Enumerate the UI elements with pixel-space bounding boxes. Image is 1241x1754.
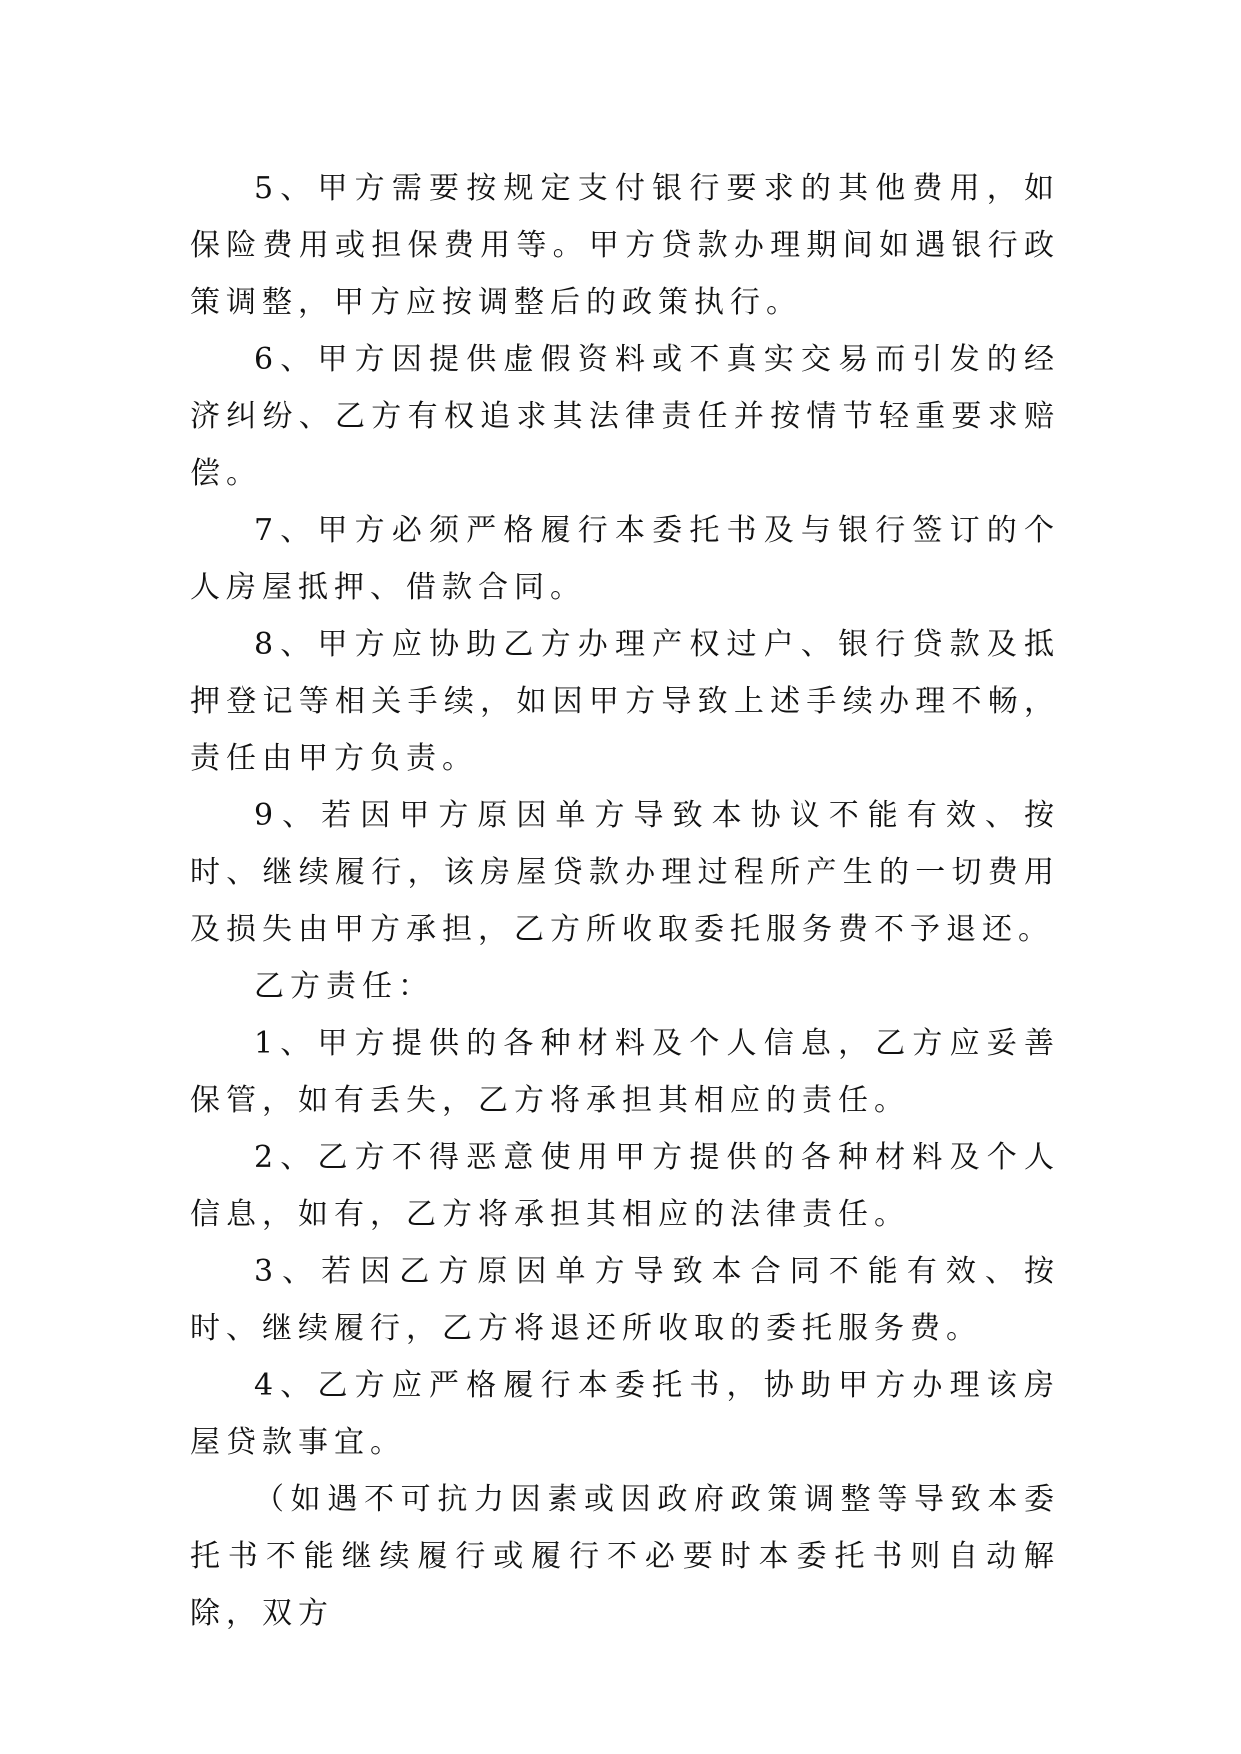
party-b-item-2: 2、乙方不得恶意使用甲方提供的各种材料及个人信息，如有，乙方将承担其相应的法律责任。: [190, 1140, 1060, 1232]
force-majeure-note: （如遇不可抗力因素或因政府政策调整等导致本委托书不能继续履行或履行不必要时本委托书则自动解除，双方: [190, 1482, 1060, 1631]
paragraph-item-5: 5、甲方需要按规定支付银行要求的其他费用，如保险费用或担保费用等。甲方贷款办理期间如遇银行政策调整，甲方应按调整后的政策执行。: [190, 171, 1060, 320]
party-b-item-3: 3、若因乙方原因单方导致本合同不能有效、按时、继续履行，乙方将退还所收取的委托服务费。: [190, 1254, 1060, 1346]
document-body: [190, 160, 1060, 1642]
paragraph-item-8: 8、甲方应协助乙方办理产权过户、银行贷款及抵押登记等相关手续，如因甲方导致上述手续办理不畅，责任由甲方负责。: [190, 627, 1060, 776]
paragraph-item-6: 6、甲方因提供虚假资料或不真实交易而引发的经济纠纷、乙方有权追求其法律责任并按情节轻重要求赔偿。: [190, 342, 1060, 491]
paragraph-item-9: 9、若因甲方原因单方导致本协议不能有效、按时、继续履行，该房屋贷款办理过程所产生的一切费用及损失由甲方承担，乙方所收取委托服务费不予退还。: [190, 798, 1060, 947]
paragraph-item-7: 7、甲方必须严格履行本委托书及与银行签订的个人房屋抵押、借款合同。: [190, 513, 1060, 605]
party-b-item-1: 1、甲方提供的各种材料及个人信息，乙方应妥善保管，如有丢失，乙方将承担其相应的责任。: [190, 1026, 1060, 1118]
section-heading-party-b-responsibility: 乙方责任：: [254, 969, 434, 1004]
party-b-item-4: 4、乙方应严格履行本委托书，协助甲方办理该房屋贷款事宜。: [190, 1368, 1060, 1460]
